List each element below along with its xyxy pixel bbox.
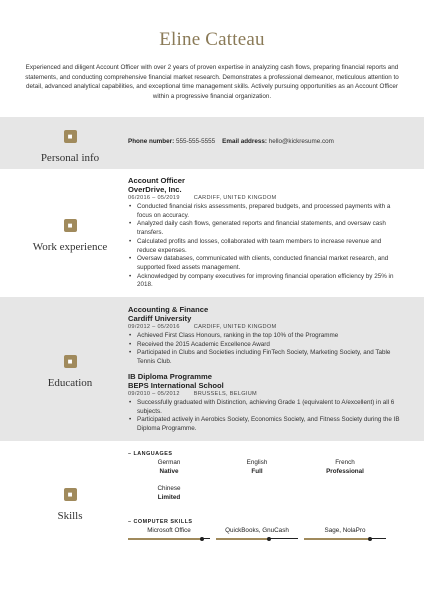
school-name: Cardiff University <box>128 314 192 323</box>
job-location: CARDIFF, UNITED KINGDOM <box>193 195 277 201</box>
skill-bar-marker <box>200 537 204 541</box>
education-bullets <box>128 332 400 367</box>
computer-skills-heading: – COMPUTER SKILLS <box>128 519 193 525</box>
computer-skill-label: Sage, NolaPro <box>324 527 366 534</box>
language-item <box>300 458 390 476</box>
education-dates: 09/2012 – 05/2016 <box>128 324 180 330</box>
education-header <box>0 351 140 389</box>
language-level: Professional <box>326 468 364 475</box>
flask-icon: ■ <box>64 488 77 501</box>
person-icon: ■ <box>64 130 77 143</box>
skill-bar-marker <box>368 537 372 541</box>
list-item: • Oversaw databases, communicated with clients, conducted financial market research, and supported fixed assets management. <box>128 255 400 272</box>
language-level: Limited <box>157 494 181 501</box>
job-title: Account Officer <box>128 176 185 185</box>
list-item: • Successfully graduated with Distinction, achieving Grade 1 (equivalent to A/excellent) in all 6 subjects. <box>128 399 400 416</box>
language-name: French <box>335 459 355 466</box>
education-item-2 <box>128 372 400 434</box>
language-level: Full <box>251 468 263 475</box>
language-level: Native <box>159 468 179 475</box>
list-item: • Calculated profits and losses, collaborated with team members to increase revenue and reduce expenses. <box>128 238 400 255</box>
email-label: Email address: <box>222 138 267 145</box>
language-name: English <box>246 459 268 466</box>
education-meta <box>128 323 400 332</box>
work-experience-content <box>128 176 400 290</box>
education-location: BRUSSELS, BELGIUM <box>193 391 257 397</box>
email-value: hello@kickresume.com <box>268 138 334 145</box>
computer-skill-label: QuickBooks, GnuCash <box>225 527 289 534</box>
education-bullets <box>128 399 400 434</box>
phone-value: 555-555-5555 <box>175 138 216 145</box>
job-meta <box>128 194 400 203</box>
language-item <box>212 458 302 476</box>
personal-info-details <box>128 138 400 145</box>
skills-title: Skills <box>57 510 83 522</box>
education-meta <box>128 390 400 399</box>
candidate-name: Eline Catteau <box>159 29 265 50</box>
education-dates: 09/2010 – 05/2012 <box>128 391 180 397</box>
languages-heading: – LANGUAGES <box>128 451 173 457</box>
job-dates: 06/2016 – 05/2019 <box>128 195 180 201</box>
degree-name: Accounting & Finance <box>128 305 209 314</box>
skill-bar-fill <box>128 538 202 540</box>
job-bullets <box>128 203 400 290</box>
company-name: OverDrive, Inc. <box>128 185 182 194</box>
education-item-1 <box>128 305 400 367</box>
skills-header <box>0 484 140 522</box>
personal-info-section <box>0 117 424 169</box>
list-item: • Received the 2015 Academic Excellence Award <box>128 341 400 350</box>
computer-skill-label: Microsoft Office <box>147 527 191 534</box>
graduation-cap-icon: ■ <box>64 355 77 368</box>
personal-info-title: Personal info <box>40 152 100 164</box>
list-item: • Participated actively in Aerobics Society, Economics Society, and Fitness Society during the IB Diploma Programme. <box>128 416 400 433</box>
education-title: Education <box>47 377 93 389</box>
work-experience-title: Work experience <box>32 241 108 253</box>
skill-bar-fill <box>216 538 269 540</box>
language-item <box>124 458 214 476</box>
personal-info-header <box>0 126 140 164</box>
language-name: Chinese <box>157 485 181 492</box>
briefcase-icon: ■ <box>64 219 77 232</box>
phone-label: Phone number: <box>128 138 175 145</box>
language-item <box>124 484 214 502</box>
language-name: German <box>157 459 181 466</box>
list-item: • Achieved First Class Honours, ranking in the top 10% of the Programme <box>128 332 400 341</box>
education-location: CARDIFF, UNITED KINGDOM <box>193 324 277 330</box>
list-item: • Participated in Clubs and Societies including FinTech Society, Marketing Society, and Table Tennis Club. <box>128 349 400 366</box>
list-item: • Acknowledged by company executives for improving financial operation efficiency by 25% in 2018. <box>128 273 400 290</box>
school-name: BEPS International School <box>128 381 224 390</box>
skill-bar-marker <box>267 537 271 541</box>
summary-paragraph: Experienced and diligent Account Officer with over 2 years of proven expertise in analyzing cash flows, preparing financial reports and statements, and conducting comprehensive financial market research. Demonstrates a professional demeanor, meticulous attention to detail, advanced analytical capabilities, and exceptional time management skills. Actively pursuing opportunities as an Account Officer within a progressive financial organization. <box>25 64 399 100</box>
skill-bar-fill <box>304 538 370 540</box>
work-experience-header <box>0 215 140 253</box>
list-item: • Analyzed daily cash flows, generated reports and financial statements, and oversaw cash transfers. <box>128 220 400 237</box>
list-item: • Conducted financial risks assessments, prepared budgets, and processed payments with a focus on accuracy. <box>128 203 400 220</box>
degree-name: IB Diploma Programme <box>128 372 212 381</box>
education-section <box>0 297 424 441</box>
